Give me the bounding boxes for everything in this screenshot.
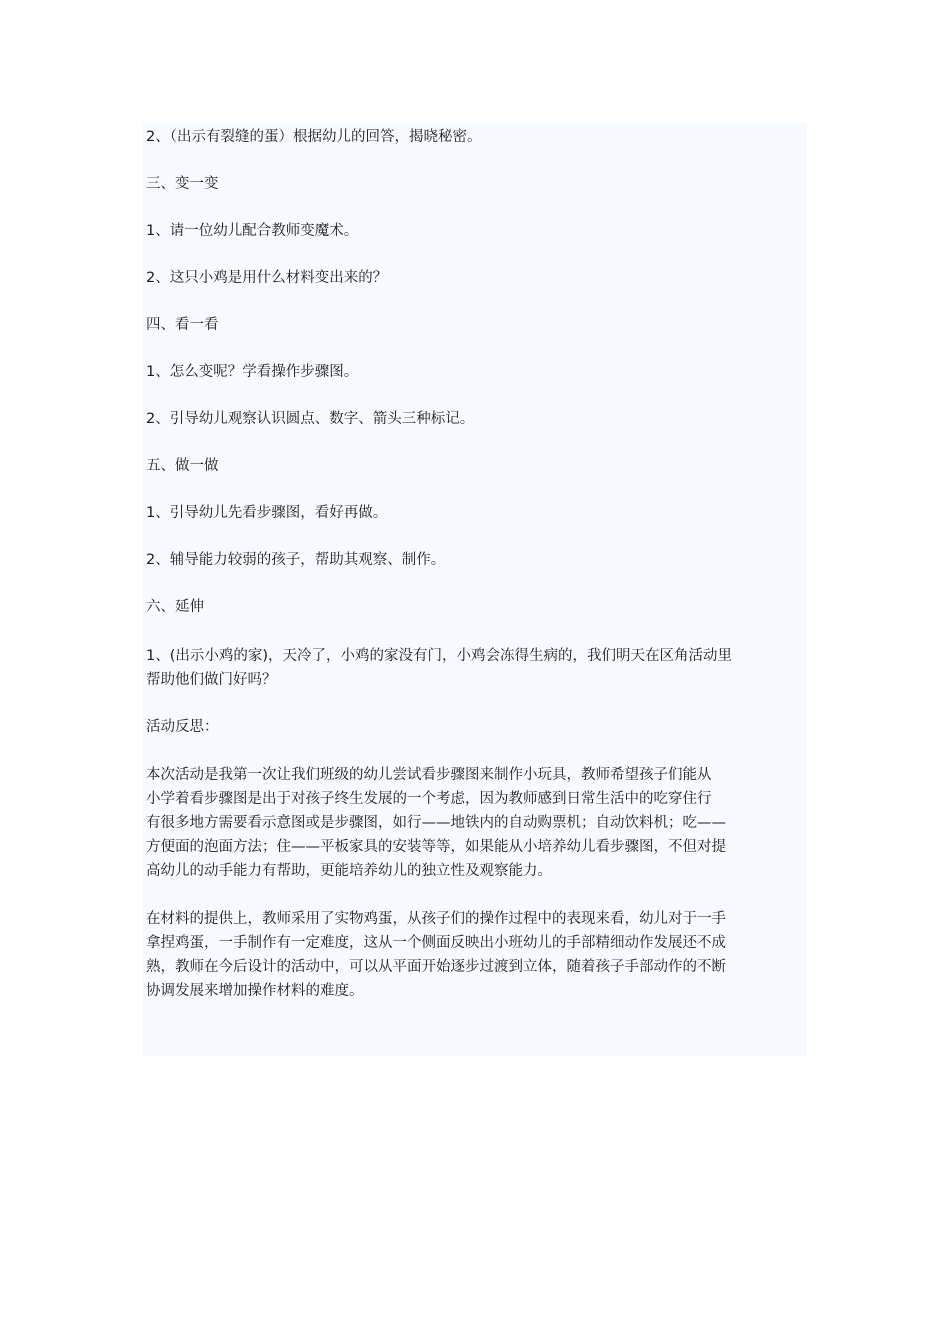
- paragraph-line: 熟，教师在今后设计的活动中，可以从平面开始逐步过渡到立体，随着孩子手部动作的不断: [146, 959, 726, 975]
- section-heading-extension: 六、延伸: [146, 599, 204, 615]
- step-look-then-make: 1、引导幼儿先看步骤图，看好再做。: [146, 505, 388, 521]
- step-how-to-change: 1、怎么变呢？学看操作步骤图。: [146, 364, 359, 380]
- reflection-paragraph-1: [146, 763, 806, 883]
- extension-paragraph: [146, 644, 806, 692]
- paragraph-line: 协调发展来增加操作材料的难度。: [146, 983, 364, 999]
- paragraph-line: 帮助他们做门好吗？: [146, 672, 277, 688]
- reflection-heading: 活动反思：: [146, 719, 219, 735]
- step-reveal-secret: 2、（出示有裂缝的蛋）根据幼儿的回答，揭晓秘密。: [146, 129, 482, 145]
- paragraph-line: 在材料的提供上，教师采用了实物鸡蛋，从孩子们的操作过程中的表现来看，幼儿对于一手: [146, 911, 726, 927]
- section-heading-change: 三、变一变: [146, 176, 219, 192]
- step-magic-trick: 1、请一位幼儿配合教师变魔术。: [146, 223, 359, 239]
- step-observe-marks: 2、引导幼儿观察认识圆点、数字、箭头三种标记。: [146, 411, 475, 427]
- paragraph-line: 拿捏鸡蛋，一手制作有一定难度，这从一个侧面反映出小班幼儿的手部精细动作发展还不成: [146, 935, 726, 951]
- paragraph-line: 方便面的泡面方法；住——平板家具的安装等等，如果能从小培养幼儿看步骤图，不但对提: [146, 839, 726, 855]
- paragraph-line: 高幼儿的动手能力有帮助，更能培养幼儿的独立性及观察能力。: [146, 863, 552, 879]
- section-heading-make: 五、做一做: [146, 458, 219, 474]
- paragraph-line: 1、(出示小鸡的家)，天冷了，小鸡的家没有门，小鸡会冻得生病的，我们明天在区角活动里: [146, 648, 733, 664]
- paragraph-line: 有很多地方需要看示意图或是步骤图，如行——地铁内的自动购票机；自动饮料机；吃——: [146, 815, 726, 831]
- paragraph-line: 本次活动是我第一次让我们班级的幼儿尝试看步骤图来制作小玩具，教师希望孩子们能从: [146, 767, 712, 783]
- step-material-question: 2、这只小鸡是用什么材料变出来的？: [146, 270, 388, 286]
- section-heading-look: 四、看一看: [146, 317, 219, 333]
- reflection-paragraph-2: [146, 907, 806, 1003]
- step-assist-children: 2、辅导能力较弱的孩子，帮助其观察、制作。: [146, 552, 446, 568]
- paragraph-line: 小学着看步骤图是出于对孩子终生发展的一个考虑，因为教师感到日常生活中的吃穿住行: [146, 791, 712, 807]
